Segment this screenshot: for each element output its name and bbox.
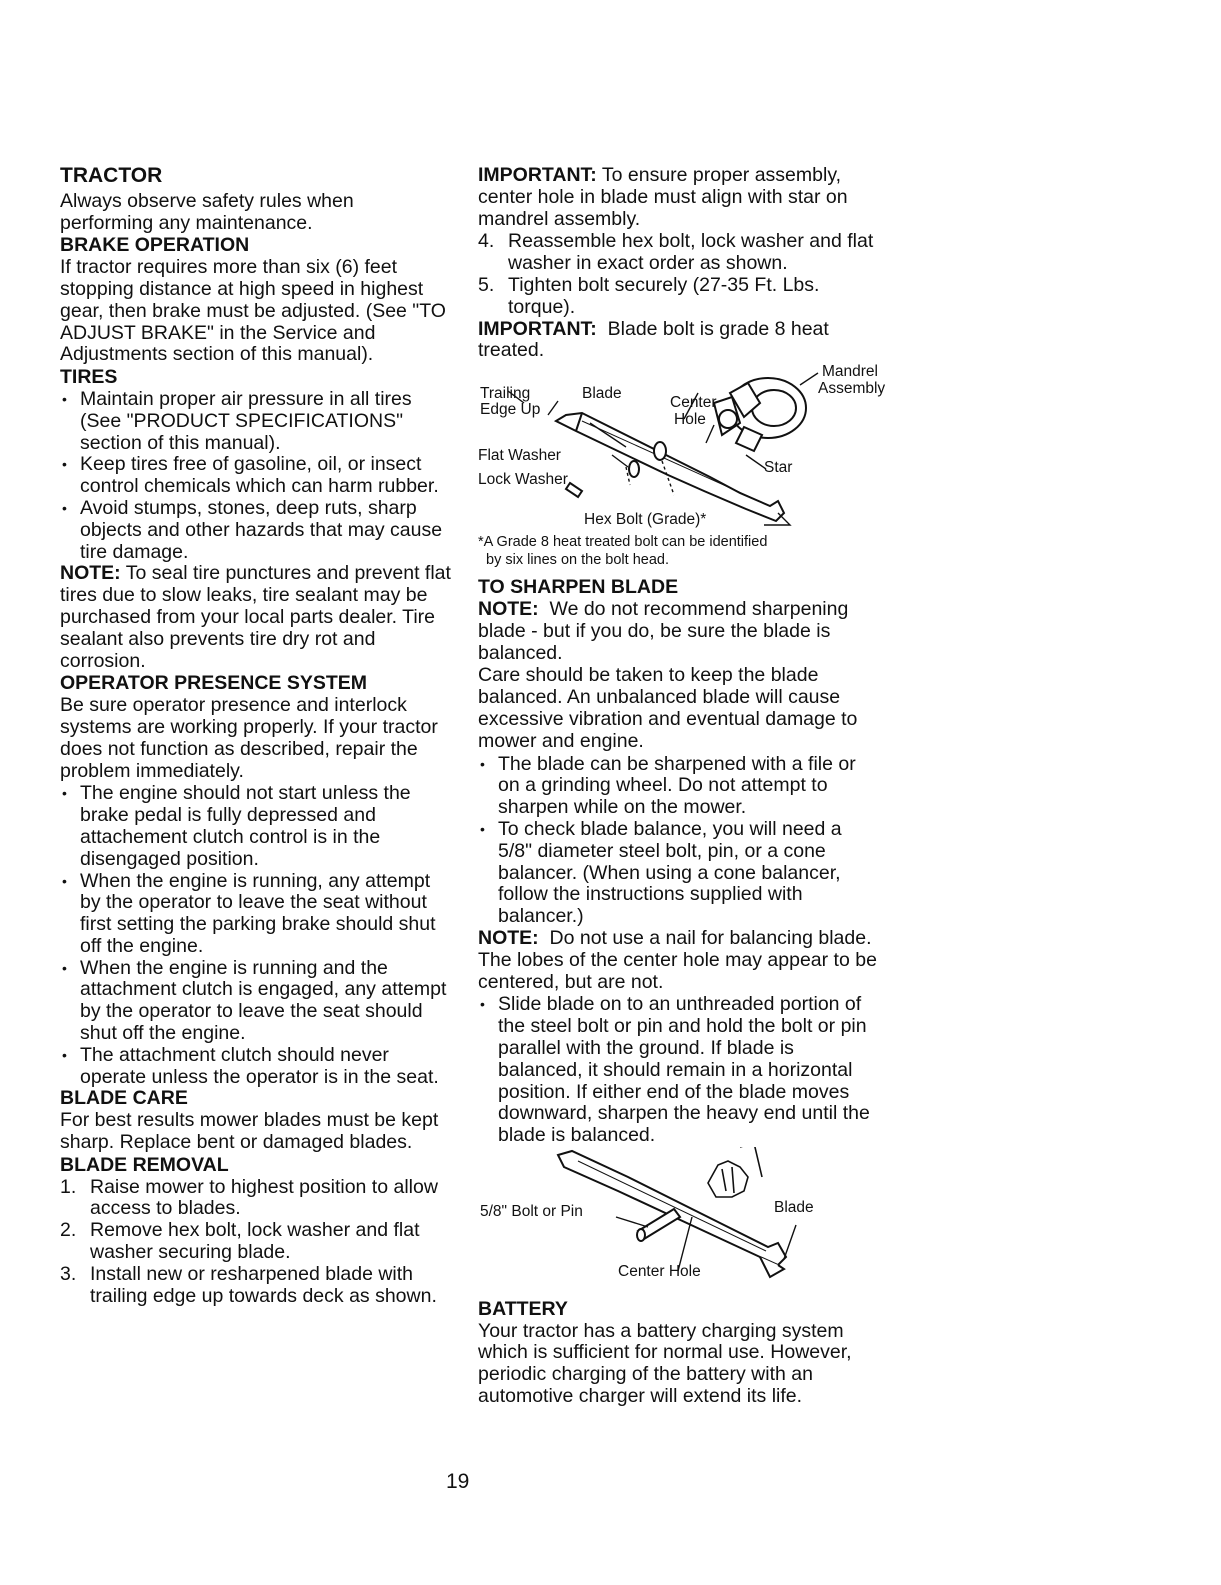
assembly-label: Assembly (818, 380, 886, 398)
edge-up-label: Edge Up (480, 401, 541, 419)
footnote-line-1: *A Grade 8 heat treated bolt can be identified (478, 534, 768, 551)
bolt-label: 5/8" Bolt or Pin (480, 1202, 583, 1220)
intro-text: Always observe safety rules when performing any maintenance. (60, 189, 354, 234)
mandrel-label: Mandrel (822, 363, 878, 381)
step-text: Raise mower to highest position to allow access to blades. (90, 1175, 438, 1220)
step-text: Remove hex bolt, lock washer and flat washer securing blade. (90, 1219, 420, 1264)
important-label: IMPORTANT: (478, 317, 597, 340)
step-text: Tighten bolt securely (27-35 Ft. Lbs. torque). (508, 273, 820, 318)
sharpen-text: Care should be taken to keep the blade balanced. An unbalanced blade will cause excessive vibration and eventual damage to mower and engine. (478, 664, 858, 752)
balancing-note (478, 928, 878, 993)
center-label: Center (670, 394, 717, 412)
battery-text: Your tractor has a battery charging system which is sufficient for normal use. However, periodic charging of the battery with an automotive charger will extend its life. (478, 1319, 852, 1408)
page-number: 19 (446, 1470, 470, 1493)
step-text: Install new or resharpened blade with trailing edge up towards deck as shown. (90, 1262, 437, 1307)
right-column (478, 164, 886, 1409)
blade-assembly-figure (478, 363, 886, 531)
lock-washer-label: Lock Washer (478, 471, 568, 489)
list-item (60, 1264, 452, 1308)
section-title: TRACTOR (60, 164, 163, 187)
list-item: • Avoid stumps, stones, deep ruts, sharp objects and other hazards that may cause tire damage. (60, 498, 452, 563)
balance-list (478, 994, 878, 1147)
note-label: NOTE: (60, 562, 121, 585)
ops-list (60, 783, 452, 1088)
tires-heading: TIRES (60, 366, 118, 389)
step-number: 4. (478, 230, 495, 253)
important-note-2 (478, 319, 878, 363)
battery-heading: BATTERY (478, 1297, 568, 1320)
blade-removal-steps (60, 1177, 452, 1308)
reassembly-steps (478, 231, 878, 318)
note-text: Do not use a nail for balancing blade. The lobes of the center hole may appear to be centered, but are not. (478, 926, 877, 993)
hole-label: Hole (674, 411, 706, 429)
step-number: 5. (478, 273, 495, 296)
note-text: To seal tire punctures and prevent flat tires due to slow leaks, tire sealant may be purchased from your local parts dealer. Tire sealant also prevents tire dry rot and corrosion. (60, 562, 451, 672)
flat-washer-label: Flat Washer (478, 447, 561, 465)
important-note-1 (478, 165, 878, 230)
list-item: • The engine should not start unless the brake pedal is fully depressed and attachement clutch control is in the disengaged position. (60, 783, 452, 870)
note-label: NOTE: (478, 597, 539, 620)
tires-note (60, 563, 452, 672)
star-label: Star (764, 459, 793, 477)
list-item: • The attachment clutch should never operate unless the operator is in the seat. (60, 1045, 452, 1089)
list-item (478, 231, 878, 275)
step-text: Reassemble hex bolt, lock washer and flat washer in exact order as shown. (508, 230, 874, 275)
list-item: • Maintain proper air pressure in all tires (See "PRODUCT SPECIFICATIONS" section of this manual). (60, 389, 452, 454)
blade-removal-heading: BLADE REMOVAL (60, 1153, 229, 1176)
mandrel-shape (714, 378, 806, 451)
list-item: • To check blade balance, you will need a 5/8" diameter steel bolt, pin, or a cone balancer. (When using a cone balancer, follow the instructions supplied with balancer.) (478, 819, 878, 928)
sharpen-list (478, 754, 878, 928)
sharpen-note (478, 599, 878, 664)
blade-label: Blade (582, 385, 622, 403)
step-number: 3. (60, 1262, 77, 1285)
left-column (60, 165, 452, 1307)
grade-footnote (478, 533, 878, 569)
step-number: 1. (60, 1175, 77, 1198)
ops-text: Be sure operator presence and interlock systems are working properly. If your tractor does not function as described, repair the problem immediately. (60, 694, 438, 782)
brake-heading: BRAKE OPERATION (60, 234, 250, 257)
center-hole-label: Center Hole (618, 1262, 701, 1280)
tires-list (60, 389, 452, 563)
hex-bolt-label: Hex Bolt (Grade)* (584, 511, 707, 529)
ops-heading: OPERATOR PRESENCE SYSTEM (60, 672, 368, 695)
list-item (60, 1220, 452, 1264)
list-item: • When the engine is running and the attachment clutch is engaged, any attempt by the operator to leave the seat should shut off the engine. (60, 958, 452, 1045)
list-item: • Keep tires free of gasoline, oil, or insect control chemicals which can harm rubber. (60, 454, 452, 498)
list-item: • The blade can be sharpened with a file or on a grinding wheel. Do not attempt to sharpen while on the mower. (478, 754, 878, 819)
blade-care-text: For best results mower blades must be kept sharp. Replace bent or damaged blades. (60, 1109, 439, 1154)
hand-shape (708, 1147, 762, 1197)
blade-label: Blade (774, 1198, 814, 1216)
list-item: • When the engine is running, any attempt by the operator to leave the seat without first setting the parking brake should shut off the engine. (60, 871, 452, 958)
important-text: To ensure proper assembly, center hole in blade must align with star on mandrel assembly. (478, 164, 848, 230)
blade-balance-figure (478, 1147, 878, 1299)
note-label: NOTE: (478, 926, 539, 949)
important-label: IMPORTANT: (478, 164, 597, 186)
list-item: • Slide blade on to an unthreaded portion of the steel bolt or pin and hold the bolt or pin parallel with the ground. If blade is balanced, it should remain in a horizontal position. If either end of the blade moves downward, sharpen the heavy end until the blade is balanced. (478, 994, 878, 1147)
blade-care-heading: BLADE CARE (60, 1087, 188, 1110)
sharpen-heading: TO SHARPEN BLADE (478, 576, 679, 599)
list-item (478, 275, 878, 319)
list-item (60, 1177, 452, 1221)
trailing-label: Trailing (480, 385, 531, 403)
footnote-line-2: by six lines on the bolt head. (486, 552, 669, 569)
important-text: Blade bolt is grade 8 heat treated. (478, 317, 829, 362)
step-number: 2. (60, 1219, 77, 1242)
note-text: We do not recommend sharpening blade - but if you do, be sure the blade is balanced. (478, 597, 849, 664)
brake-text: If tractor requires more than six (6) feet stopping distance at high speed in highest gear, then brake must be adjusted. (See "TO ADJUST BRAKE" in the Service and Adjustments section of this manual). (60, 256, 446, 366)
